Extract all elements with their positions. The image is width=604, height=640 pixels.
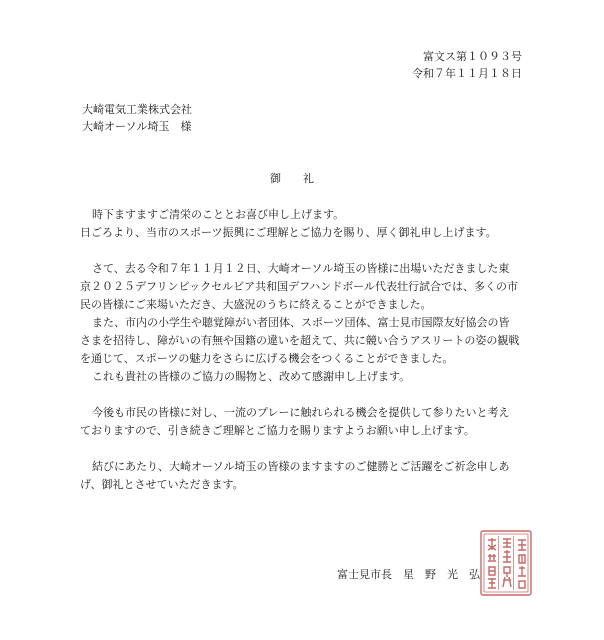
document-number: 富文ス第１０９３号 xyxy=(423,50,522,63)
body-line: さて、去る令和７年１１月１２日、大崎オーソル埼玉の皆様に出場いただきました東 xyxy=(92,262,510,275)
body-line: 結びにあたり、大崎オーソル埼玉の皆様のますますのご健勝とご活躍をご祈念申しあ xyxy=(92,460,510,473)
body-line: これも貴社の皆様のご協力の賜物と、改めて感謝申し上げます。 xyxy=(92,370,411,383)
document-date: 令和７年１１月１８日 xyxy=(412,67,522,80)
body-line: 時下ますますご清栄のこととお喜び申し上げます。 xyxy=(92,208,345,221)
document-title: 御 礼 xyxy=(270,172,314,185)
body-line: また、市内の小学生や聴覚障がい者団体、スポーツ団体、富士見市国際友好協会の皆 xyxy=(92,316,510,329)
body-line: を通じて、スポーツの魅力をさらに広げる機会をつくることができました。 xyxy=(80,352,454,365)
body-line: ておりますので、引き続きご理解とご協力を賜りますようお願い申し上げます。 xyxy=(80,424,475,437)
body-line: 日ごろより、当市のスポーツ振興にご理解とご協力を賜り、厚く御礼申し上げます。 xyxy=(80,226,497,239)
body-line: げ、御礼とさせていただきます。 xyxy=(80,478,244,491)
body-line: さまを招待し、障がいの有無や国籍の違いを超えて、共に競い合うアスリートの姿の観戦 xyxy=(80,334,520,347)
body-line: 今後も市民の皆様に対し、一流のプレーに触れられる機会を提供して参りたいと考え xyxy=(92,406,510,419)
recipient-team: 大崎オーソル埼玉 様 xyxy=(82,120,192,133)
body-line: 京２０２５デフリンピックセルビア共和国デフハンドボール代表壮行試合では、多くの市 xyxy=(80,280,519,293)
recipient-company: 大崎電気工業株式会社 xyxy=(82,103,192,116)
signature-sender: 富士見市長 星 野 光 弘 xyxy=(337,568,480,581)
body-line: 民の皆様にご来場いただき、大盛況のうちに終えることができました。 xyxy=(80,298,432,311)
official-seal-stamp xyxy=(478,528,534,598)
